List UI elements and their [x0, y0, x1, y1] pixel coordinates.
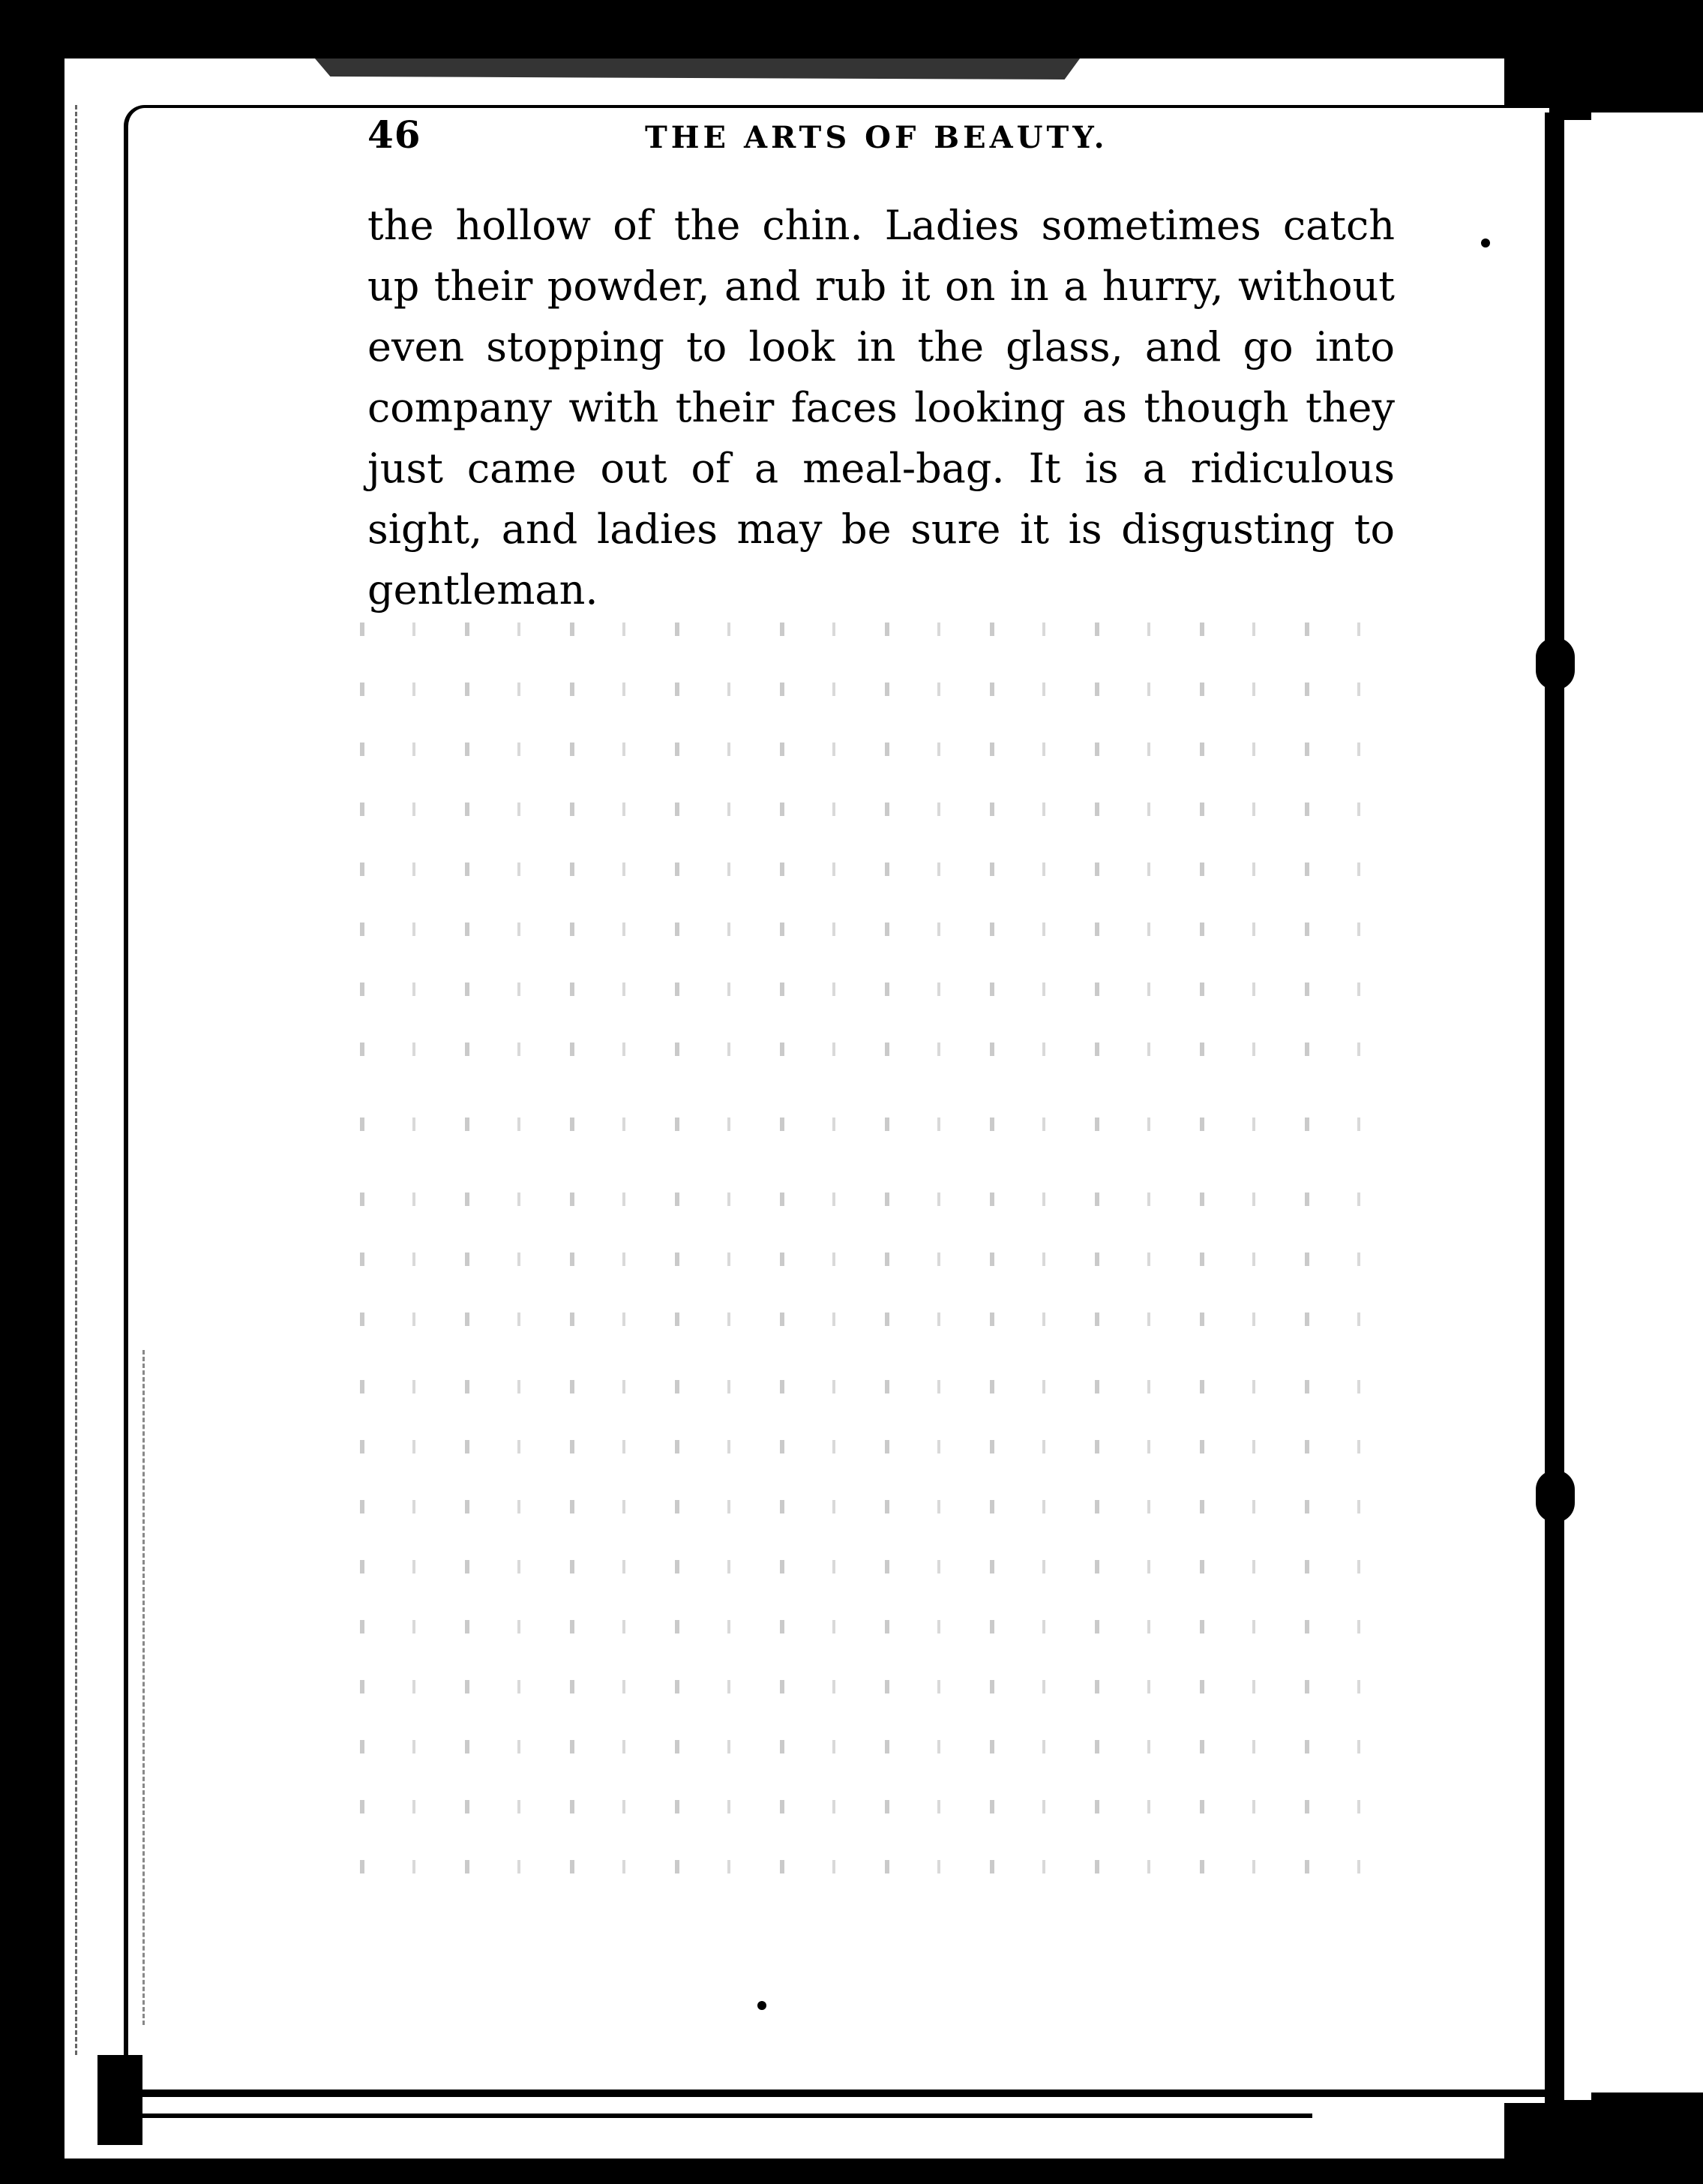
binding-gap: [1564, 120, 1591, 2100]
running-head: [367, 112, 1537, 165]
ink-spot: [1481, 238, 1490, 248]
page-corner: [97, 2055, 142, 2145]
page-edge-inner: [142, 1350, 145, 2025]
page-bottom-edge-shadow: [112, 2114, 1312, 2118]
paragraph: the hollow of the chin. Ladies sometimes catch up their powder, and rub it on in a hurry, without even stopping to look in the glass, and go into company with their faces looking as though they just came out of a meal-bag. It is a ridiculous sight, and ladies may be sure it is disgusting to gentleman.: [367, 202, 1395, 614]
binding-clip: [1536, 1470, 1575, 1522]
body-text: [367, 195, 1395, 620]
book-binding: [1545, 112, 1564, 2108]
ink-spot: [757, 2001, 766, 2010]
show-through-text: [360, 600, 1395, 1890]
page-edge-left: [75, 105, 77, 2055]
page-number: 46: [367, 112, 421, 157]
facing-page-edge: [1591, 112, 1703, 2092]
page-bottom-edge: [142, 2090, 1545, 2097]
running-title: THE ARTS OF BEAUTY.: [645, 120, 1108, 155]
binding-clip: [1536, 638, 1575, 690]
